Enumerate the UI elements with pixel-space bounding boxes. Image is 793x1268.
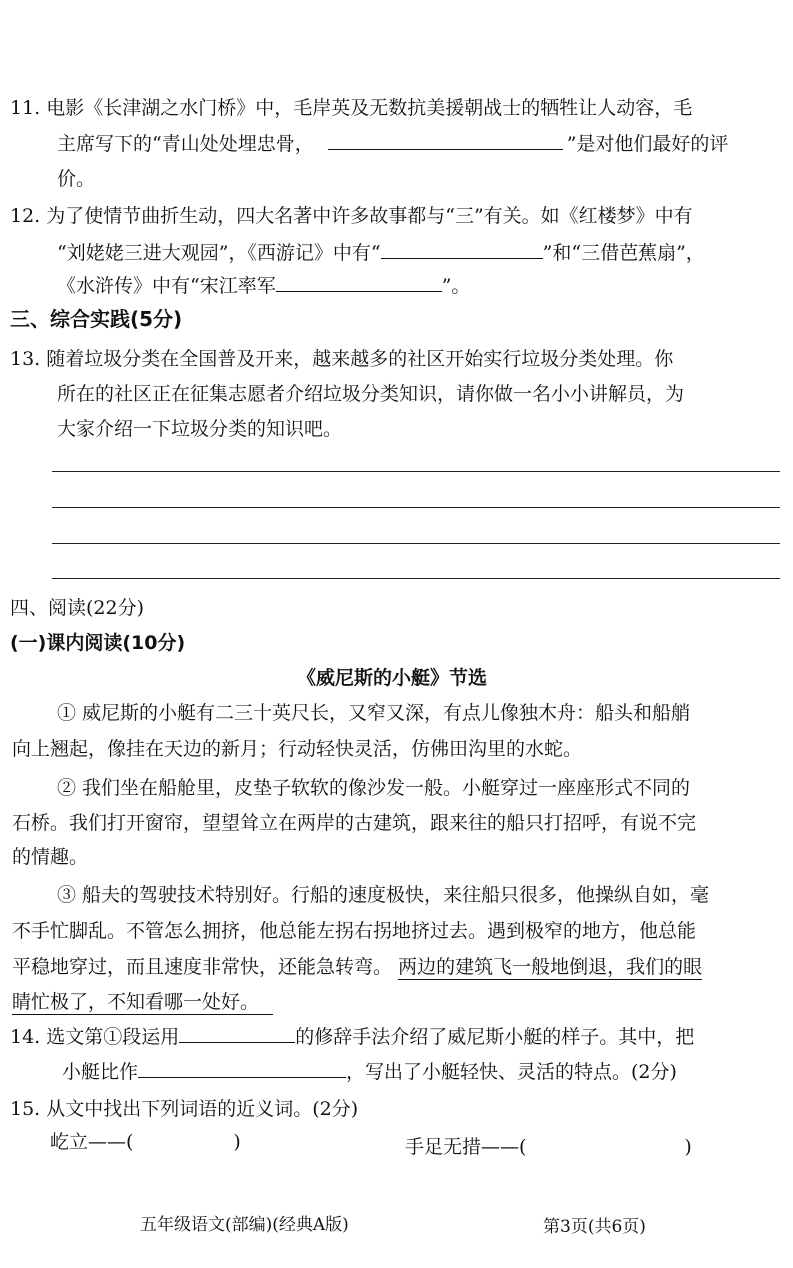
q12-line2-text-b: ”和“三借芭蕉扇”， — [542, 242, 705, 264]
footer-page-number: 第3页(共6页) — [543, 1217, 646, 1237]
q15-item1 — [50, 1130, 241, 1154]
q12-line3 — [57, 273, 470, 298]
passage-p1-line1: ① 威尼斯的小艇有二三十英尺长，又窄又深，有点儿像独木舟：船头和船艄 — [57, 702, 691, 724]
section4-subheading: (一)课内阅读(10分) — [10, 632, 186, 654]
q14-line1-text-a: 14. 选文第①段运用 — [10, 1026, 180, 1048]
passage-p2-line2: 石桥。我们打开窗帘，望望耸立在两岸的古建筑，跟来往的船只打招呼，有说不完 — [12, 812, 697, 834]
q13-answer-line-4[interactable] — [52, 578, 780, 579]
passage-p3-line3 — [12, 955, 702, 979]
q11-line2-text-b: ”是对他们最好的评 — [566, 133, 729, 155]
footer-subject: 五年级语文(部编)(经典A版) — [140, 1215, 349, 1235]
q14-line2 — [62, 1059, 677, 1084]
q12-shuihu-blank[interactable] — [276, 273, 442, 292]
q12-line2-text-a: “刘姥姥三进大观园”，《西游记》中有“ — [57, 242, 381, 264]
passage-p3-line1: ③ 船夫的驾驶技术特别好。行船的速度极快，来往船只很多，他操纵自如，毫 — [57, 884, 710, 906]
q13-answer-line-1[interactable] — [52, 471, 780, 472]
q12-line3-text-a: 《水浒传》中有“宋江率军 — [57, 275, 276, 297]
q11-line2-text-a: 主席写下的“青山处处埋忠骨， — [57, 133, 314, 155]
q13-line1: 13. 随着垃圾分类在全国普及开来，越来越多的社区开始实行垃圾分类处理。你 — [10, 348, 674, 370]
passage-title: 《威尼斯的小艇》节选 — [297, 667, 488, 689]
q13-line2: 所在的社区正在征集志愿者介绍垃圾分类知识，请你做一名小小讲解员，为 — [57, 383, 685, 405]
passage-p1-line2: 向上翘起，像挂在天边的新月；行动轻快灵活，仿佛田沟里的水蛇。 — [12, 738, 583, 760]
q13-line3: 大家介绍一下垃圾分类的知识吧。 — [57, 418, 343, 440]
q15-item1-label: 屹立——( — [50, 1131, 134, 1153]
q12-line2 — [57, 240, 705, 265]
q14-metaphor-blank[interactable] — [138, 1059, 346, 1078]
q15-item2-label: 手足无措——( — [405, 1136, 527, 1158]
q15-item1-close: ) — [233, 1131, 241, 1153]
passage-p3-line3-text: 平稳地穿过，而且速度非常快，还能急转弯。 — [12, 956, 393, 978]
q11-line1: 11. 电影《长津湖之水门桥》中，毛岸英及无数抗美援朝战士的牺牲让人动容，毛 — [10, 97, 693, 119]
section3-heading: 三、综合实践(5分) — [10, 307, 183, 331]
q15-item2-close: ) — [684, 1136, 692, 1158]
section4-heading: 四、阅读(22分) — [10, 597, 145, 619]
passage-p3-line4 — [12, 990, 273, 1014]
passage-underlined-sentence-end: 睛忙极了，不知看哪一处好。 — [12, 991, 273, 1015]
q13-answer-line-2[interactable] — [52, 507, 780, 508]
q15-line1: 15. 从文中找出下列词语的近义词。(2分) — [10, 1098, 359, 1120]
q14-rhetoric-blank[interactable] — [179, 1024, 295, 1043]
q14-line1-text-b: 的修辞手法介绍了威尼斯小艇的样子。其中，把 — [295, 1026, 695, 1048]
q15-item2 — [405, 1135, 692, 1159]
q12-line3-text-b: ”。 — [441, 275, 471, 297]
q11-line3: 价。 — [57, 168, 96, 190]
passage-p3-line2: 不手忙脚乱。不管怎么拥挤，他总能左拐右拐地挤过去。遇到极窄的地方，他总能 — [12, 920, 697, 942]
q12-xiyouji-blank[interactable] — [381, 240, 543, 259]
passage-p2-line1: ② 我们坐在船舱里，皮垫子软软的像沙发一般。小艇穿过一座座形式不同的 — [57, 777, 691, 799]
passage-p2-line3: 的情趣。 — [12, 846, 89, 868]
q11-line2 — [57, 131, 728, 156]
q14-line2-text-b: ，写出了小艇轻快、灵活的特点。(2分) — [346, 1061, 677, 1083]
passage-underlined-sentence: 两边的建筑飞一般地倒退，我们的眼 — [398, 956, 703, 978]
q14-line1 — [10, 1024, 694, 1049]
q13-answer-line-3[interactable] — [52, 543, 780, 544]
q11-answer-blank[interactable] — [328, 131, 563, 150]
q14-line2-text-a: 小艇比作 — [62, 1061, 139, 1083]
q12-line1: 12. 为了使情节曲折生动，四大名著中许多故事都与“三”有关。如《红楼梦》中有 — [10, 205, 693, 227]
